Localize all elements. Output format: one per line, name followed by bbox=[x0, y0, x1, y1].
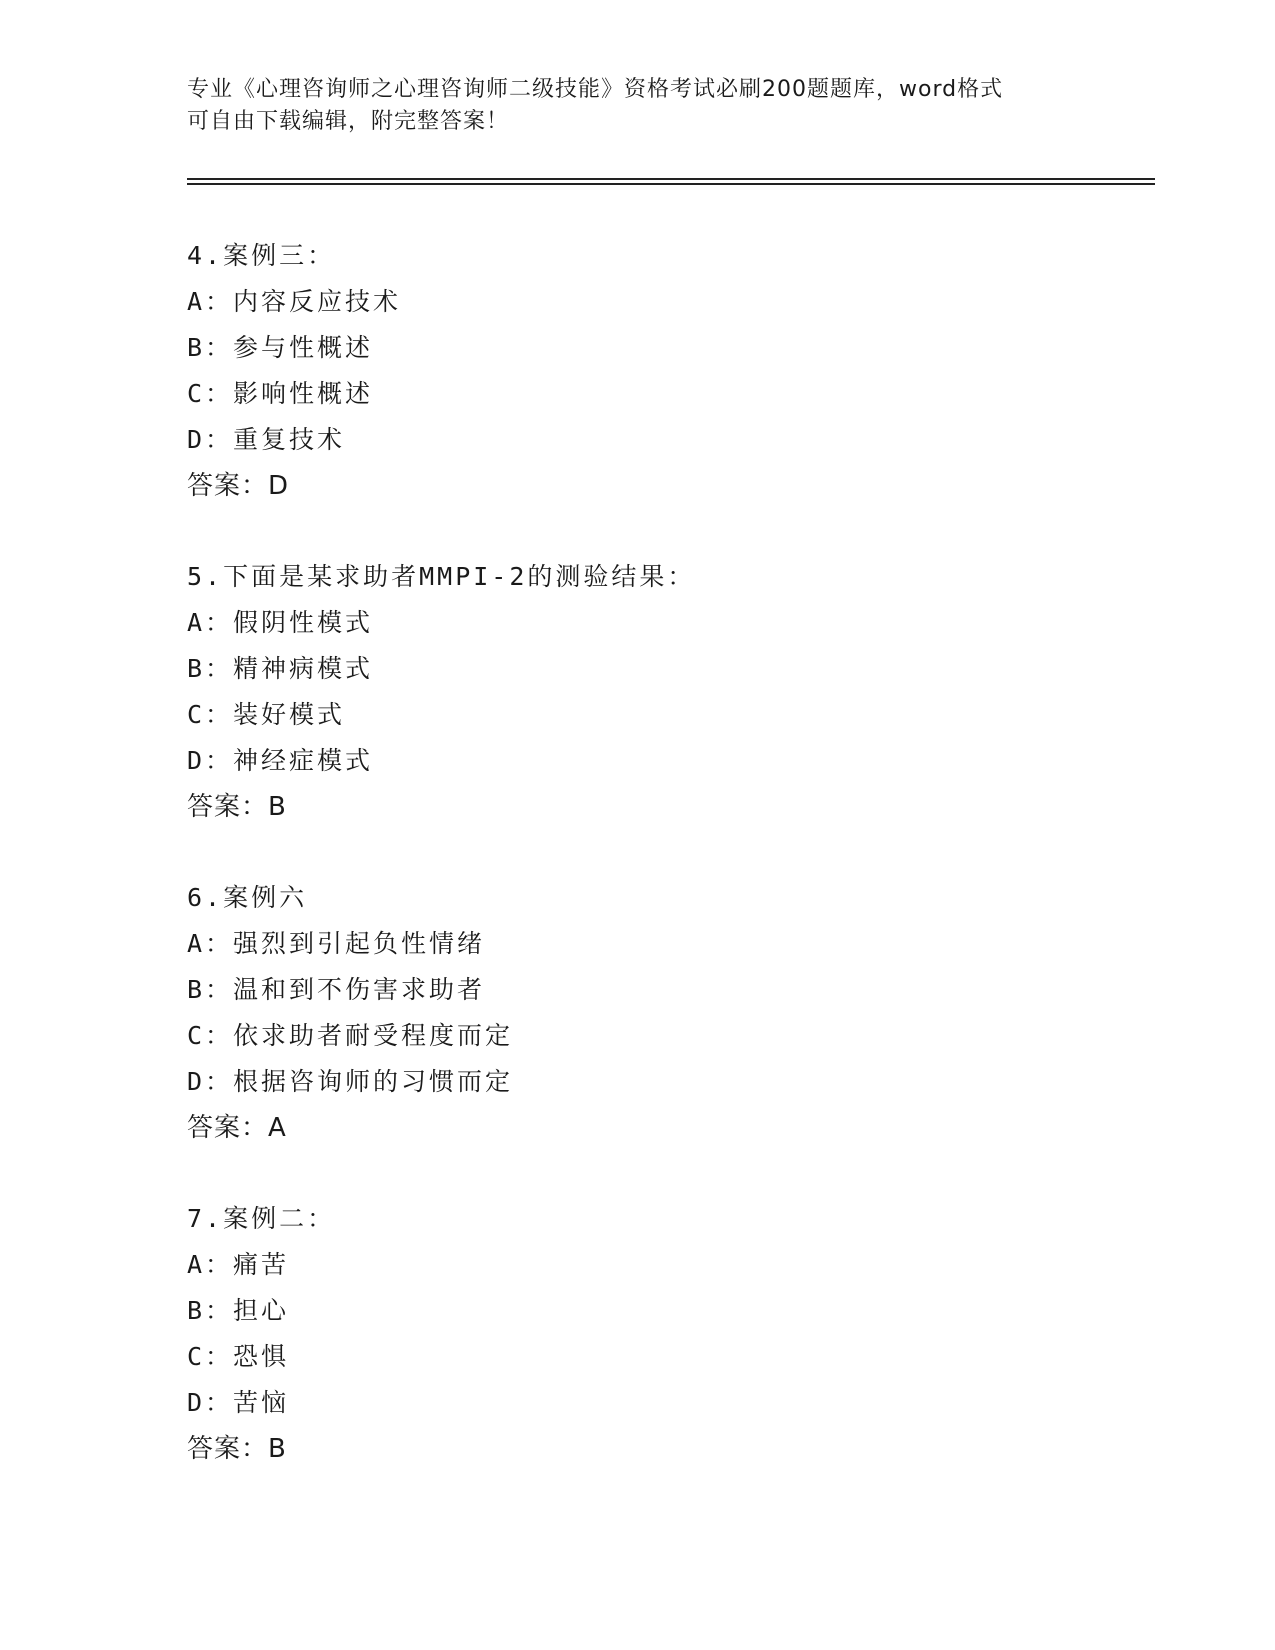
option-c: C：依求助者耐受程度而定 bbox=[187, 1021, 514, 1050]
header-divider-bottom bbox=[187, 183, 1155, 185]
option-a: A：假阴性模式 bbox=[187, 608, 374, 637]
header-line-1: 专业《心理咨询师之心理咨询师二级技能》资格考试必刷200题题库，word格式 bbox=[187, 77, 1004, 102]
question-title: 5.下面是某求助者MMPI-2的测验结果： bbox=[187, 562, 696, 591]
option-c: C：装好模式 bbox=[187, 700, 346, 729]
option-d: D：根据咨询师的习惯而定 bbox=[187, 1067, 514, 1096]
option-b: B：精神病模式 bbox=[187, 654, 374, 683]
option-d: D：神经症模式 bbox=[187, 746, 374, 775]
question-5 bbox=[187, 554, 695, 830]
option-a: A：强烈到引起负性情绪 bbox=[187, 929, 486, 958]
question-title: 4.案例三： bbox=[187, 241, 336, 270]
option-b: B：温和到不伤害求助者 bbox=[187, 975, 486, 1004]
answer: 答案：A bbox=[187, 1113, 287, 1143]
option-d: D：重复技术 bbox=[187, 425, 346, 454]
answer: 答案：B bbox=[187, 1434, 287, 1464]
header-line-2: 可自由下载编辑，附完整答案！ bbox=[187, 109, 510, 134]
option-a: A：内容反应技术 bbox=[187, 287, 402, 316]
option-b: B：参与性概述 bbox=[187, 333, 374, 362]
option-d: D：苦恼 bbox=[187, 1388, 290, 1417]
option-a: A：痛苦 bbox=[187, 1250, 290, 1279]
question-7 bbox=[187, 1196, 335, 1472]
document-header bbox=[187, 74, 1087, 138]
answer: 答案：B bbox=[187, 792, 287, 822]
question-title: 7.案例二： bbox=[187, 1204, 336, 1233]
option-b: B：担心 bbox=[187, 1296, 290, 1325]
question-4 bbox=[187, 233, 401, 509]
option-c: C：影响性概述 bbox=[187, 379, 374, 408]
question-6 bbox=[187, 875, 513, 1151]
answer: 答案：D bbox=[187, 471, 290, 501]
question-title: 6.案例六 bbox=[187, 883, 308, 912]
header-divider-top bbox=[187, 178, 1155, 180]
option-c: C：恐惧 bbox=[187, 1342, 290, 1371]
